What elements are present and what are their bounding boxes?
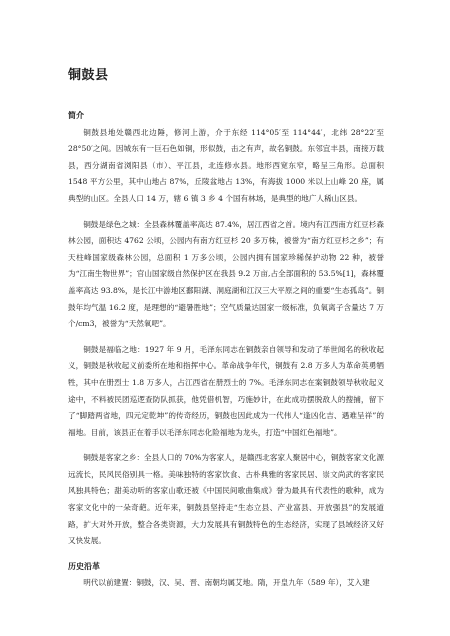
page-title: 铜鼓县 <box>68 68 109 83</box>
paragraph: 铜鼓是绿色之城：全县森林覆盖率高达 87.4%，居江西省之首。境内有江西南方红豆杉森林公园，面积达 4762 公顷，公园内有南方红豆杉 20 多万株，被誉为“南方红豆杉之乡”；有天柱峰国家级森林公园，总面积 1 万多公顷，公园内拥有国家珍稀保护动物 22 种，被誉为“江南生物世界”；官山国家级自然保护区在我县 9.2 万亩,占全部面积的 53.5%[1]，森林覆盖率高达 93.8%，是长江中游地区鄱阳湖、洞庭湖和江汉三大平原之间的重要“生态孤岛”。铜鼓年均气温 16.2 度，是理想的“避暑胜地”；空气质量达国家一级标准，负氧离子含量达 7 万个/cm3，被誉为“天然氧吧”。 <box>68 219 384 329</box>
paragraph: 明代以前建置：铜鼓，汉、吴、晋、南朝均属艾地。隋，开皇九年（589 年），艾入建 <box>83 578 370 588</box>
paragraph: 铜鼓是福临之地：1927 年 9 月，毛泽东同志在铜鼓亲自领导和发动了举世闻名的秋收起义，铜鼓是秋收起义前委所在地和指挥中心。革命战争年代，铜鼓有 2.8 万多人为革命英勇牺牲，其中在册烈士 1.8 万多人，占江西省在册烈士的 7%。毛泽东同志在案铜鼓领导秋收起义途中，不料被民团巡逻查防队抓获，他凭借机智，巧施妙计，在此成功摆脱敌人的搜捕，留下了“脚踏两省地，四元定乾坤”的传奇经历，铜鼓也因此成为一代伟人“逢凶化吉、遇难呈祥”的福地。目前，该县正在着手以毛泽东同志化险福地为龙头，打造“中国红色福地”。 <box>68 344 384 437</box>
section-heading: 简介 <box>68 111 84 120</box>
document-body <box>68 108 384 601</box>
section-heading: 历史沿革 <box>68 561 100 571</box>
paragraph: 铜鼓是客家之乡：全县人口的 70%为客家人，是赣西北客家人聚居中心，铜鼓客家文化源远流长，民风民俗别具一格。美味独特的客家饮食、古朴典雅的客家民居、崇文尚武的客家民风独具特色；甜美动听的客家山歌还被《中国民间歌曲集成》誉为最具有代表性的歌种，成为客家文化中的一朵奇葩。近年来，铜鼓县坚持走“生态立县、产业富县、开放强县”的发展道路，扩大对外开放，整合各类资源，大力发展具有铜鼓特色的生态经济，实现了县域经济又好又快发展。 <box>68 453 384 546</box>
paragraph: 铜鼓县地处赣西北边陲，修河上游，介于东经 114°05′至 114°44′，北纬 28°22′至 28°50′之间。因城东有一巨石色如铜，形似鼓，击之有声，故名铜鼓。东邻宜丰县，南接万载县，西分湖南省浏阳县（市）、平江县，北连修水县。地形西宽东窄，略呈三角形。总面积 1548 平方公里，其中山地占 87%，丘陵盆地占 13%，有海拔 1000 米以上山峰 20 座，属典型的山区。全县人口 14 万，辖 6 镇 3 乡 4 个国有林场，是典型的地广人稀山区县。 <box>68 127 384 203</box>
section-intro <box>68 108 384 550</box>
section-history <box>68 559 384 592</box>
